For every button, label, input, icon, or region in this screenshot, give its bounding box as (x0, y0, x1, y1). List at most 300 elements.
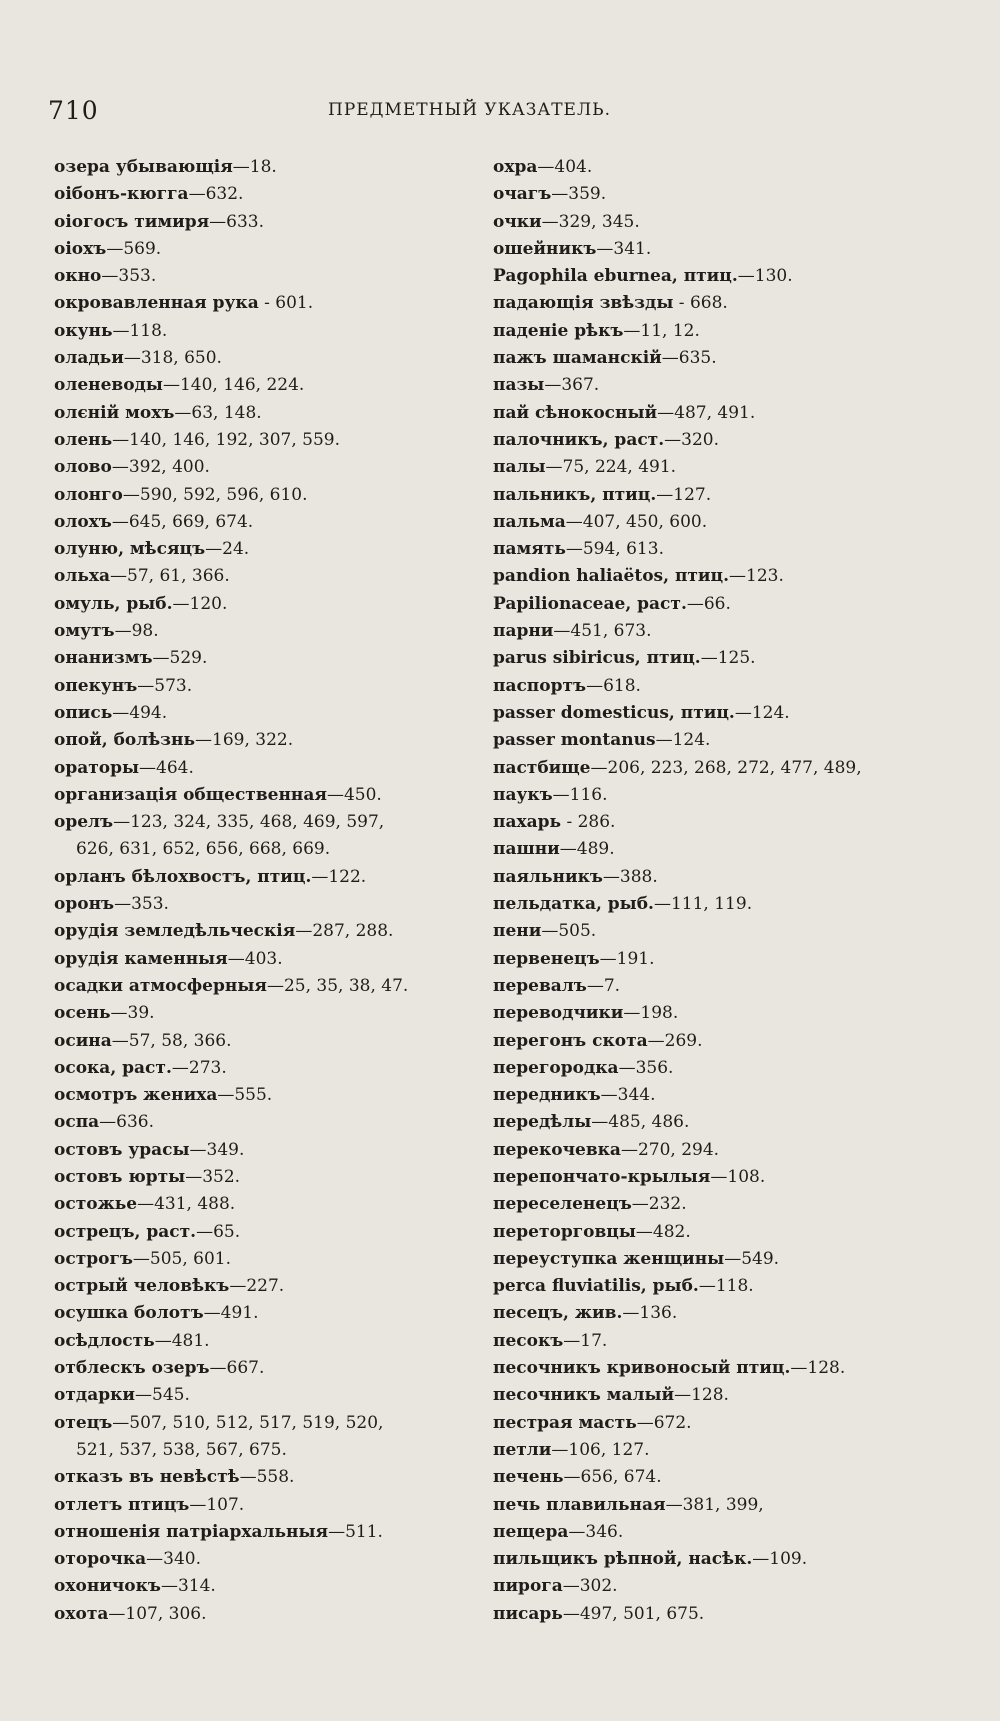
index-term: олєній мохъ (54, 402, 175, 423)
index-entry (493, 372, 933, 399)
index-entry (493, 1273, 933, 1300)
index-term: пастбище (493, 757, 591, 778)
index-entry (54, 1464, 474, 1491)
index-page-refs: —314. (160, 1576, 216, 1597)
index-page-refs: —356. (618, 1057, 674, 1078)
index-entry (54, 345, 474, 372)
index-page-refs: —497, 501, 675. (562, 1603, 705, 1624)
index-term: оладьи (54, 348, 124, 369)
index-page-refs: —124. (734, 702, 790, 723)
index-entry (493, 427, 933, 454)
index-entry (493, 1300, 933, 1327)
index-term: оспа (54, 1112, 100, 1133)
index-page-refs: —341. (596, 238, 652, 259)
index-entry (493, 946, 933, 973)
index-page-refs: —464. (139, 757, 194, 778)
index-entry (54, 700, 474, 727)
index-term: острецъ, раст. (54, 1221, 197, 1242)
index-page-refs: —302. (562, 1576, 618, 1597)
index-page-refs: —198. (623, 1003, 679, 1024)
index-page-refs: —111, 119. (653, 894, 753, 915)
index-entry (493, 482, 933, 509)
index-entry (493, 1246, 933, 1273)
index-page-refs: —109. (752, 1549, 808, 1570)
index-entry (54, 1546, 474, 1573)
index-page-refs: —482. (635, 1221, 691, 1242)
index-term: орудія каменныя (54, 948, 228, 969)
index-term: окровавленная рука (54, 293, 259, 314)
running-head: ПРЕДМЕТНЫЙ УКАЗАТЕЛЬ. (328, 100, 612, 120)
index-term: отблескъ озеръ (54, 1358, 210, 1379)
index-page-refs: —75, 224, 491. (545, 457, 677, 478)
index-term: пажъ шаманскій (493, 348, 662, 369)
index-entry (493, 618, 933, 645)
index-entry (54, 1519, 474, 1546)
index-entry (54, 536, 474, 563)
index-term: орланъ бѣлохвостъ, птиц. (54, 866, 312, 887)
index-term: паспортъ (493, 675, 587, 696)
index-entry (54, 918, 474, 945)
index-page-refs: —549. (724, 1248, 780, 1269)
index-page-refs: —130. (737, 266, 793, 287)
index-term: опись (54, 702, 113, 723)
index-term: пазы (493, 375, 545, 396)
index-term: passer domesticus, птиц. (493, 702, 735, 723)
index-page-refs: —349. (189, 1139, 245, 1160)
index-term: пальма (493, 511, 566, 532)
index-term: Papilionaceae, раст. (493, 593, 687, 614)
index-term: олово (54, 457, 112, 478)
index-entry (493, 1164, 933, 1191)
index-term: оіогосъ тимиря (54, 211, 210, 232)
index-page-refs: —273. (171, 1057, 227, 1078)
index-page-refs: —594, 613. (565, 539, 664, 560)
index-entry (493, 727, 933, 754)
index-page-refs: —340. (146, 1549, 202, 1570)
index-term: онанизмъ (54, 648, 153, 669)
index-term: печь плавильная (493, 1494, 666, 1515)
index-page-refs: —25, 35, 38, 47. (266, 975, 409, 996)
index-term: окунь (54, 320, 113, 341)
index-entry (493, 536, 933, 563)
index-entry (493, 700, 933, 727)
index-page-refs: —494. (112, 702, 168, 723)
index-term: печень (493, 1467, 564, 1488)
index-term: оленеводы (54, 375, 163, 396)
index-entry (54, 482, 474, 509)
index-page-refs: —66. (686, 593, 731, 614)
index-term: перевалъ (493, 975, 587, 996)
index-entry (54, 263, 474, 290)
index-term: переселенецъ (493, 1194, 632, 1215)
index-entry (54, 427, 474, 454)
index-page-refs: —403. (227, 948, 283, 969)
index-page-refs: —656, 674. (563, 1467, 662, 1488)
index-term: отдарки (54, 1385, 135, 1406)
index-page-refs: —485, 486. (591, 1112, 690, 1133)
index-page-refs: —618. (586, 675, 641, 696)
index-entry (54, 1601, 474, 1628)
index-term: осина (54, 1030, 112, 1051)
index-page-refs: —450. (326, 784, 382, 805)
index-term: осадки атмосферныя (54, 975, 267, 996)
index-term: parus sibiricus, птиц. (493, 648, 701, 669)
index-term: перепончато-крылыя (493, 1166, 711, 1187)
index-entry (493, 236, 933, 263)
index-term: песочникъ малый (493, 1385, 675, 1406)
index-entry (54, 1028, 474, 1055)
index-page-refs-continued: 626, 631, 652, 656, 668, 669. (76, 839, 331, 860)
index-page-refs: —511. (328, 1521, 383, 1542)
index-term: пахарь (493, 812, 562, 833)
index-entry (493, 645, 933, 672)
index-entry (493, 454, 933, 481)
index-term: охота (54, 1603, 109, 1624)
index-entry (54, 1055, 474, 1082)
index-page-refs: —122. (311, 866, 367, 887)
index-term: passer montanus (493, 730, 656, 751)
index-page-refs: —123, 324, 335, 468, 469, 597, (113, 812, 385, 833)
index-entry (54, 1300, 474, 1327)
index-page-refs: —667. (209, 1358, 265, 1379)
index-page-refs: —491. (203, 1303, 259, 1324)
index-entry (493, 973, 933, 1000)
index-page-refs: —169, 322. (195, 730, 294, 751)
index-term: опекунъ (54, 675, 138, 696)
index-page-refs: —381, 399, (665, 1494, 764, 1515)
index-page-refs: —388. (602, 866, 658, 887)
index-term: переуступка женщины (493, 1248, 725, 1269)
index-entry (54, 1191, 474, 1218)
index-page-refs: —128. (674, 1385, 729, 1406)
index-term: перекочевка (493, 1139, 621, 1160)
index-entry (54, 618, 474, 645)
index-term: осѣдлость (54, 1330, 155, 1351)
index-page-refs: —353. (114, 894, 169, 915)
index-entry (493, 1000, 933, 1027)
index-term: передникъ (493, 1085, 601, 1106)
index-entry (493, 1355, 933, 1382)
index-entry (493, 154, 933, 181)
index-page-refs: —18. (232, 157, 277, 177)
index-entry (54, 782, 474, 809)
index-entry (493, 1382, 933, 1409)
index-entry (54, 563, 474, 590)
index-entry (493, 345, 933, 372)
index-term: орелъ (54, 812, 114, 833)
index-page-refs: —108. (710, 1166, 766, 1187)
index-term: перегородка (493, 1057, 619, 1078)
index-term: петли (493, 1439, 552, 1460)
index-entry (54, 1164, 474, 1191)
index-entry (54, 1573, 474, 1600)
index-term: оібонъ-кюгга (54, 184, 189, 205)
index-page-refs: —344. (600, 1085, 656, 1106)
index-term: очки (493, 211, 542, 232)
index-page-refs: —7. (586, 975, 621, 996)
index-term: переводчики (493, 1003, 624, 1024)
index-term: оторочка (54, 1549, 147, 1570)
index-page-refs: —645, 669, 674. (111, 511, 254, 532)
index-entry (493, 809, 933, 836)
index-entry (493, 209, 933, 236)
index-entry (54, 372, 474, 399)
index-term: осень (54, 1003, 111, 1024)
index-page-refs: —451, 673. (553, 621, 652, 642)
index-page-refs: —232. (631, 1194, 687, 1215)
index-entry (54, 864, 474, 891)
index-page-refs: —353. (101, 266, 157, 287)
index-entry (493, 400, 933, 427)
index-term: отлетъ птицъ (54, 1494, 190, 1515)
index-term: передѣлы (493, 1112, 592, 1133)
index-page-refs: —507, 510, 512, 517, 519, 520, (112, 1412, 384, 1433)
index-term: остовъ урасы (54, 1139, 190, 1160)
index-page-refs: —635. (661, 348, 717, 369)
index-entry (493, 1464, 933, 1491)
index-page-refs: —633. (209, 211, 265, 232)
index-page-refs: —320. (664, 429, 719, 450)
index-entry (54, 1273, 474, 1300)
index-page-refs: - 601. (258, 293, 314, 314)
index-entry (493, 1601, 933, 1628)
index-page-refs: —118. (112, 320, 168, 341)
index-entry (493, 263, 933, 290)
index-page-refs: —106, 127. (551, 1439, 650, 1460)
index-term: опой, болѣзнь (54, 730, 196, 751)
index-entry (493, 1191, 933, 1218)
index-term: пальникъ, птиц. (493, 484, 657, 505)
index-page-refs: - 286. (561, 812, 616, 833)
index-page-refs: —136. (622, 1303, 678, 1324)
index-page-refs: —123. (729, 566, 784, 587)
index-page-refs: —590, 592, 596, 610. (122, 484, 308, 505)
index-entry (493, 918, 933, 945)
index-page-refs: —287, 288. (295, 921, 394, 942)
index-entry (493, 836, 933, 863)
index-entry (54, 318, 474, 345)
index-entry (54, 727, 474, 754)
index-entry (493, 1437, 933, 1464)
index-term: падающія звѣзды (493, 293, 674, 314)
index-page-refs: —116. (552, 784, 608, 805)
index-column-left (54, 154, 474, 1628)
index-term: пещера (493, 1521, 569, 1542)
index-term: озера убывающія (54, 157, 233, 177)
index-entry (54, 1410, 474, 1465)
index-page-refs: —404. (537, 157, 593, 177)
page-header (48, 96, 940, 130)
index-entry (54, 1219, 474, 1246)
index-term: омуль, рыб. (54, 593, 173, 614)
index-page-refs: —39. (110, 1003, 155, 1024)
index-entry (54, 509, 474, 536)
index-term: отецъ (54, 1412, 113, 1433)
index-entry (54, 1492, 474, 1519)
index-term: осмотръ жениха (54, 1085, 218, 1106)
index-page-refs: —17. (563, 1330, 608, 1351)
index-page-refs: —65. (196, 1221, 241, 1242)
index-page-refs: —367. (544, 375, 600, 396)
index-page-refs: —11, 12. (623, 320, 700, 341)
index-entry (493, 1546, 933, 1573)
index-page-refs: —529. (152, 648, 208, 669)
index-term: отношенія патріархальныя (54, 1521, 329, 1542)
index-entry (493, 864, 933, 891)
index-page-refs: —481. (154, 1330, 210, 1351)
index-term: отказъ въ невѣстѣ (54, 1467, 240, 1488)
index-entry (493, 1573, 933, 1600)
index-term: олонго (54, 484, 123, 505)
index-page-refs: —270, 294. (620, 1139, 720, 1160)
index-term: остожье (54, 1194, 138, 1215)
index-entry (54, 1328, 474, 1355)
index-entry (493, 782, 933, 809)
index-entry (54, 755, 474, 782)
index-term: пирога (493, 1576, 563, 1597)
index-entry (493, 181, 933, 208)
index-page-refs: —329, 345. (541, 211, 640, 232)
index-entry (54, 1137, 474, 1164)
index-entry (493, 290, 933, 317)
index-term: песокъ (493, 1330, 564, 1351)
index-term: пашни (493, 839, 560, 860)
index-page-refs: —191. (599, 948, 655, 969)
index-page-refs: —120. (172, 593, 228, 614)
index-entry (54, 1082, 474, 1109)
index-term: паукъ (493, 784, 553, 805)
index-entry (493, 755, 933, 782)
index-entry (54, 1246, 474, 1273)
index-term: память (493, 539, 566, 560)
index-page-refs: —632. (188, 184, 244, 205)
index-term: пельдатка, рыб. (493, 894, 654, 915)
index-page-refs: - 668. (673, 293, 728, 314)
index-term: писарь (493, 1603, 563, 1624)
index-column-right (493, 154, 933, 1628)
index-entry (493, 891, 933, 918)
index-page-refs: —24. (205, 539, 250, 560)
index-term: палочникъ, раст. (493, 429, 665, 450)
index-page-refs: —63, 148. (174, 402, 262, 423)
index-term: организація общественная (54, 784, 327, 805)
index-page-refs: —140, 146, 224. (162, 375, 305, 396)
index-entry (493, 509, 933, 536)
index-page-refs: —127. (656, 484, 712, 505)
index-term: пай сѣнокосный (493, 402, 658, 423)
index-term: окно (54, 266, 102, 287)
index-page-refs: —392, 400. (111, 457, 210, 478)
index-term: первенецъ (493, 948, 600, 969)
index-term: олень (54, 429, 113, 450)
index-entry (54, 1382, 474, 1409)
index-page-refs: —431, 488. (137, 1194, 236, 1215)
index-term: охоничокъ (54, 1576, 161, 1597)
index-term: олохъ (54, 511, 112, 532)
index-term: пени (493, 921, 542, 942)
index-page-refs: —318, 650. (123, 348, 222, 369)
index-entry (493, 1082, 933, 1109)
index-term: очагъ (493, 184, 552, 205)
index-page-refs: —98. (114, 621, 159, 642)
index-page-refs: —573. (137, 675, 193, 696)
index-term: острогъ (54, 1248, 133, 1269)
index-page-refs: —407, 450, 600. (565, 511, 708, 532)
page-number: 710 (48, 96, 99, 125)
index-entry (493, 318, 933, 345)
index-term: перегонъ скота (493, 1030, 648, 1051)
index-term: острый человѣкъ (54, 1276, 230, 1297)
index-entry (54, 645, 474, 672)
index-page-refs: —487, 491. (657, 402, 756, 423)
index-page-refs: —672. (636, 1412, 692, 1433)
index-entry (493, 1109, 933, 1136)
index-entry (493, 1410, 933, 1437)
index-page-refs: —489. (559, 839, 615, 860)
index-term: орудія земледѣльческія (54, 921, 296, 942)
index-page-refs: —352. (185, 1166, 241, 1187)
index-term: оронъ (54, 894, 115, 915)
index-term: ораторы (54, 757, 140, 778)
index-entry (493, 1519, 933, 1546)
index-term: пестрая масть (493, 1412, 637, 1433)
index-page-refs: —555. (217, 1085, 273, 1106)
index-term: песецъ, жив. (493, 1303, 623, 1324)
index-term: осока, раст. (54, 1057, 172, 1078)
index-term: остовъ юрты (54, 1166, 186, 1187)
index-entry (493, 1492, 933, 1519)
index-term: pandion haliaëtos, птиц. (493, 566, 730, 587)
index-term: паяльникъ (493, 866, 603, 887)
index-entry (54, 236, 474, 263)
index-page-refs: —125. (700, 648, 756, 669)
index-page-refs: —118. (698, 1276, 754, 1297)
index-page-refs: —558. (239, 1467, 295, 1488)
index-page-refs: —107, 306. (108, 1603, 207, 1624)
index-entry (54, 973, 474, 1000)
index-entry (54, 209, 474, 236)
index-page-refs: —636. (99, 1112, 155, 1133)
index-term: perca fluviatilis, рыб. (493, 1276, 699, 1297)
index-term: ольха (54, 566, 111, 587)
index-page-refs: —505. (541, 921, 597, 942)
index-entry (493, 673, 933, 700)
index-page-refs: —227. (229, 1276, 285, 1297)
index-term: омутъ (54, 621, 115, 642)
index-page-refs: —124. (655, 730, 711, 751)
index-page-refs: —206, 223, 268, 272, 477, 489, (590, 757, 862, 778)
index-term: охра (493, 157, 538, 177)
index-entry (493, 1219, 933, 1246)
index-entry (493, 591, 933, 618)
index-entry (493, 1028, 933, 1055)
index-term: песочникъ кривоносый птиц. (493, 1358, 791, 1379)
index-entry (54, 154, 474, 181)
index-entry (54, 400, 474, 427)
index-page-refs: —140, 146, 192, 307, 559. (112, 429, 340, 450)
index-entry (54, 591, 474, 618)
index-entry (54, 673, 474, 700)
index-page-refs: —359. (551, 184, 607, 205)
index-term: палы (493, 457, 546, 478)
index-page-refs: —128. (790, 1358, 846, 1379)
index-page-refs-continued: 521, 537, 538, 567, 675. (76, 1439, 287, 1460)
index-entry (493, 1055, 933, 1082)
index-entry (493, 563, 933, 590)
index-entry (493, 1137, 933, 1164)
index-entry (54, 891, 474, 918)
index-entry (54, 290, 474, 317)
